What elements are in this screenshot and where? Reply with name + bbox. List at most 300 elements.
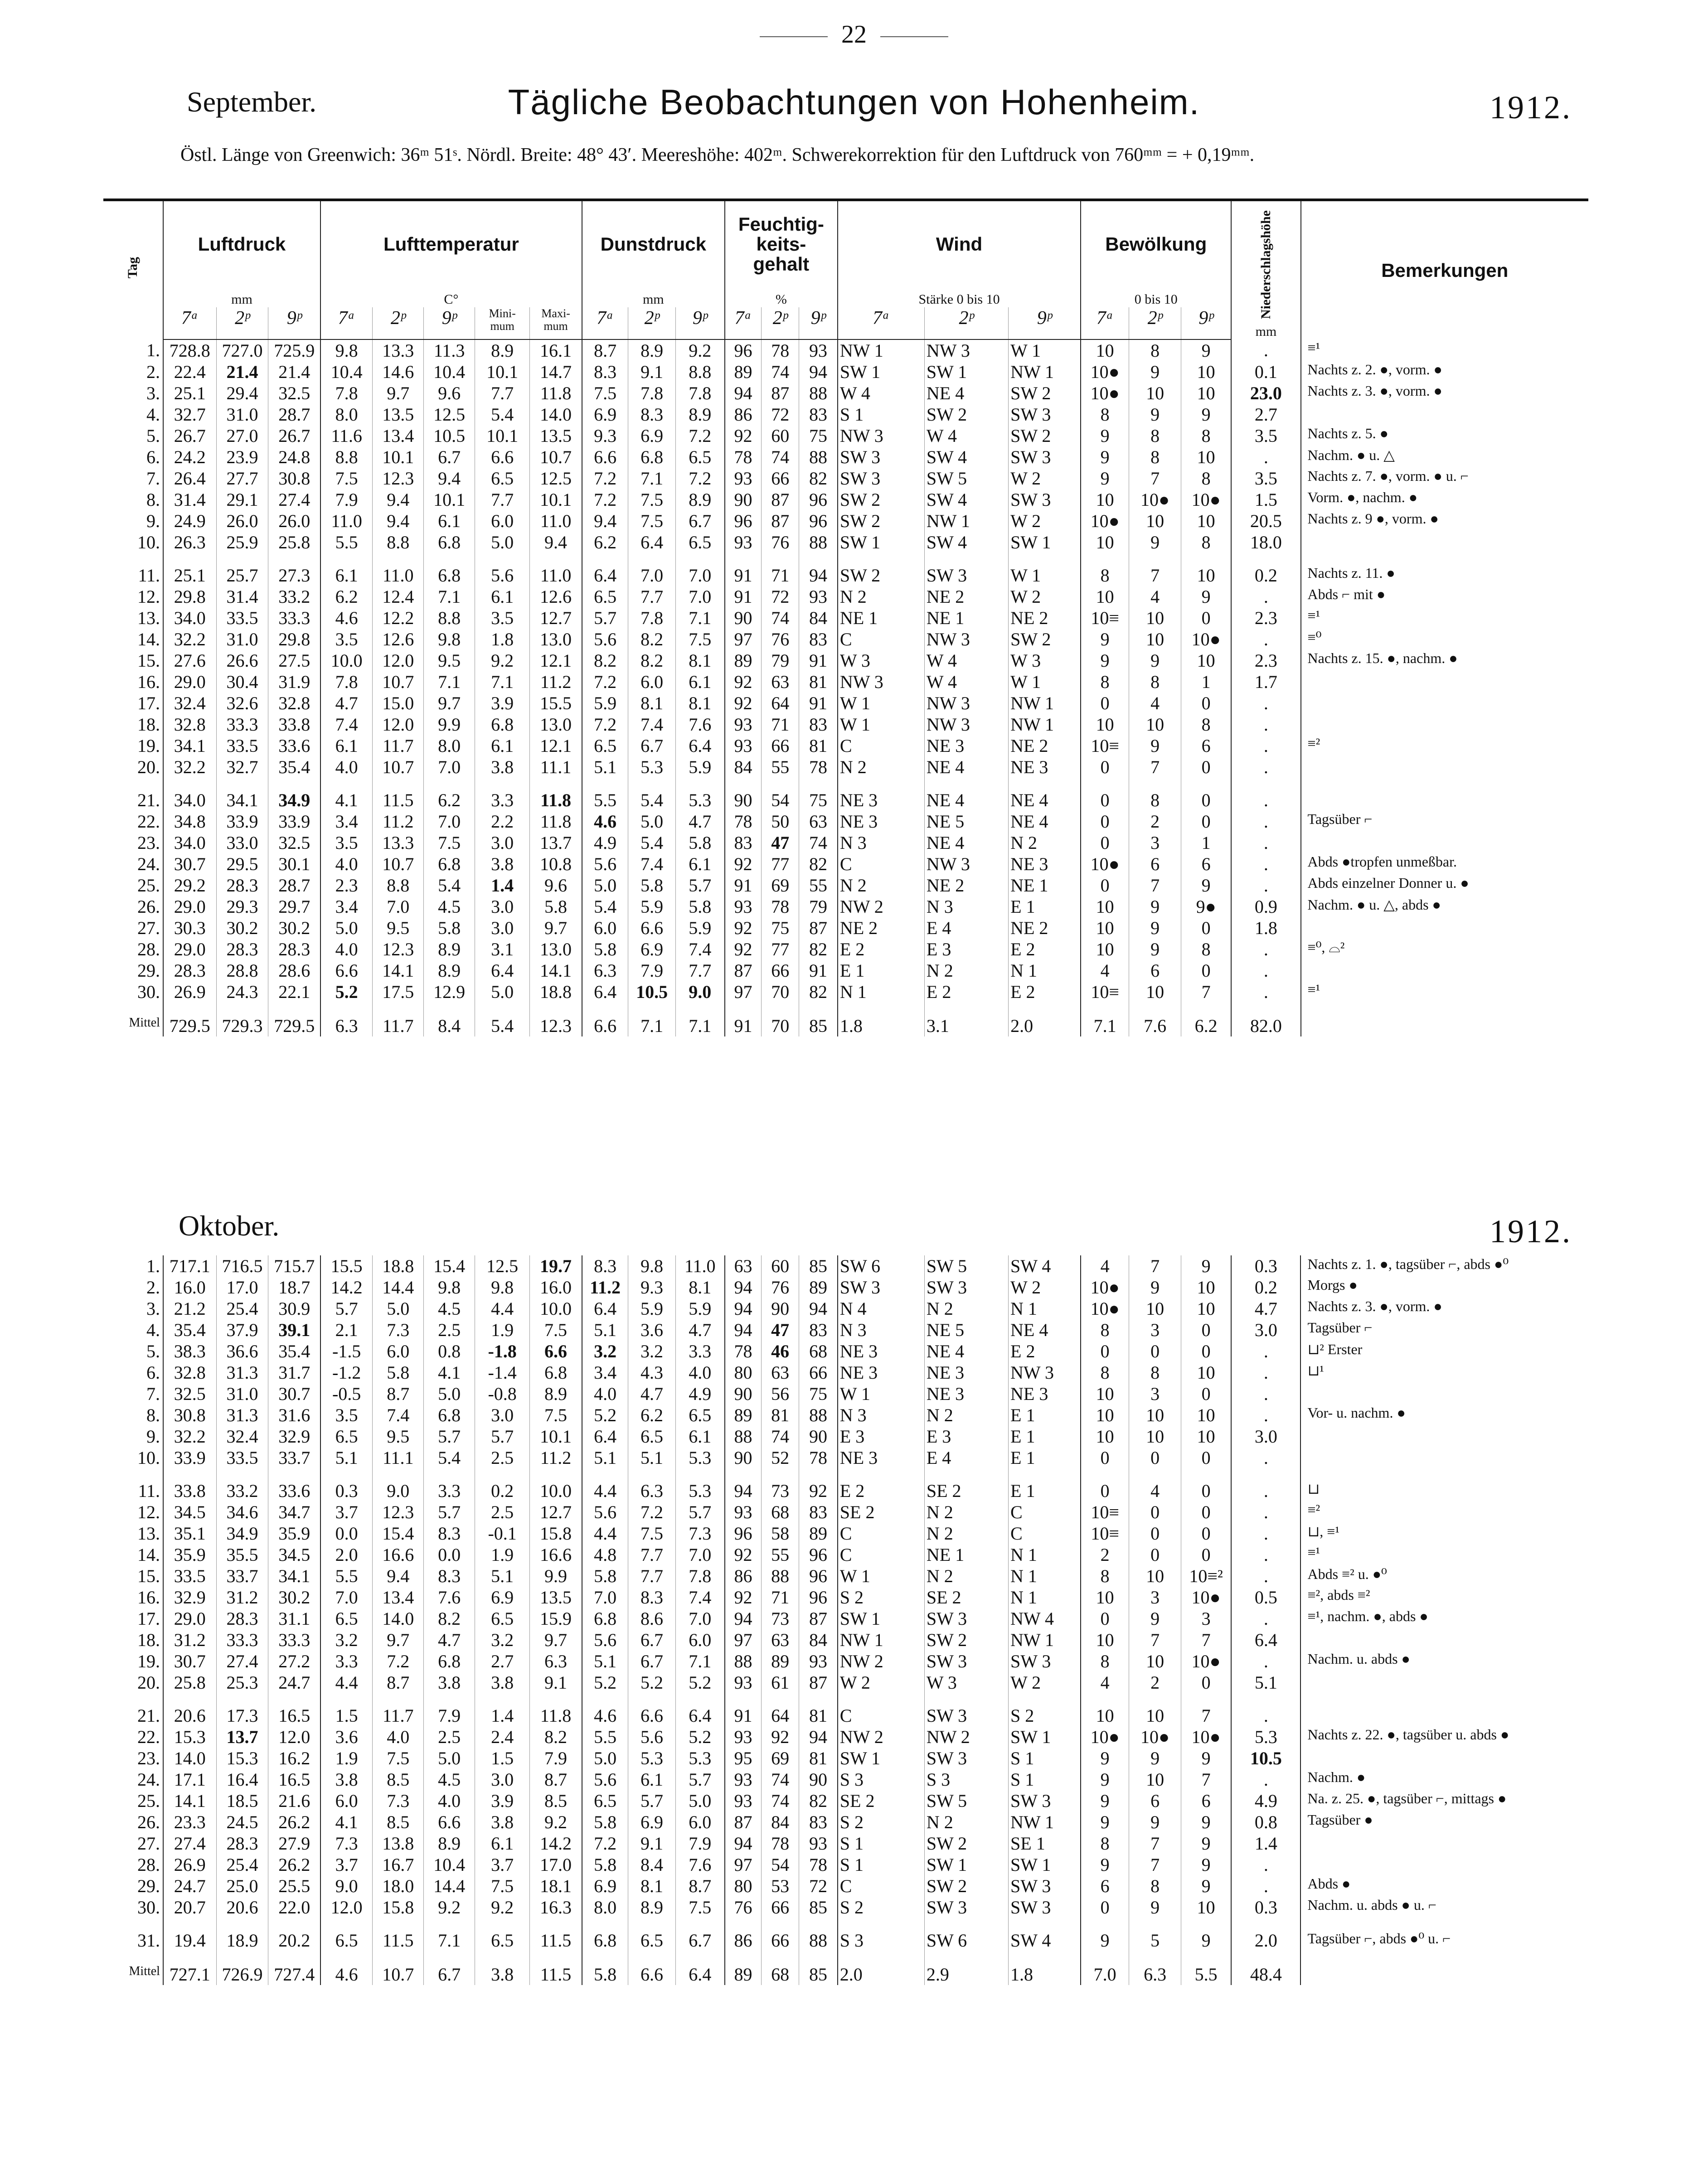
luftdruck-9p-cell: 24.7 <box>268 1672 320 1693</box>
feucht-7a-cell: 95 <box>725 1748 762 1769</box>
temp-9p-cell: 6.2 <box>424 778 475 811</box>
temp-2p-cell: 15.0 <box>373 692 424 714</box>
luftdruck-9p-cell: 29.8 <box>268 629 320 650</box>
luftdruck-9p-cell: 20.2 <box>268 1918 320 1951</box>
bew-9p-cell: 6 <box>1181 735 1232 756</box>
feucht-7a-cell: 89 <box>725 1404 762 1426</box>
bemerkung-cell: ≡² <box>1307 735 1320 751</box>
feucht-2p-cell: 56 <box>762 1383 799 1404</box>
bew-7a-cell: 8 <box>1081 671 1129 692</box>
wind-2p-cell: N 2 <box>924 1298 1008 1319</box>
luftdruck-9p-cell: 34.7 <box>268 1501 320 1523</box>
wind-2p-cell: NE 1 <box>924 1544 1008 1565</box>
bemerkung-cell: Abds ●tropfen unmeßbar. <box>1307 853 1457 870</box>
bew-9p-cell: 0 <box>1181 1341 1232 1362</box>
feucht-9p-cell: 93 <box>799 1833 838 1854</box>
bew-7a-cell: 10 <box>1081 896 1129 917</box>
wind-9p-cell: N 1 <box>1009 1298 1081 1319</box>
dunst-9p-cell: 8.1 <box>675 650 725 671</box>
bemerkung-cell: Vorm. ●, nachm. ● <box>1307 489 1418 505</box>
dunst-9p-cell: 5.3 <box>675 1468 725 1501</box>
niederschlag-cell: 18.0 <box>1231 532 1300 553</box>
temp-2p-cell: 11.5 <box>373 1918 424 1951</box>
temp-2p-cell: 13.4 <box>373 425 424 446</box>
feucht-9p-cell: 68 <box>799 1341 838 1362</box>
day-cell: 17. <box>103 692 163 714</box>
luftdruck-7a-cell: 16.0 <box>163 1277 216 1298</box>
bemerkung-cell <box>1301 832 1588 853</box>
dunst-9p-cell: 7.9 <box>675 1833 725 1854</box>
luftdruck-2p-cell: 31.0 <box>216 404 268 425</box>
day-cell: 27. <box>103 917 163 939</box>
table-row <box>103 1523 1588 1544</box>
dunst-7a-cell: 4.6 <box>582 1693 628 1726</box>
feucht-7a-cell: 97 <box>725 1854 762 1875</box>
bew-9p-cell: 9 <box>1181 1255 1232 1277</box>
dunst-2p-cell: 7.5 <box>628 489 675 510</box>
bew-9p-cell: 9 <box>1181 1875 1232 1897</box>
temp-9p-cell: 15.4 <box>424 1255 475 1277</box>
luftdruck-7a-cell: 33.8 <box>163 1468 216 1501</box>
dunst-7a-cell: 6.2 <box>582 532 628 553</box>
wind-9p-cell: NE 3 <box>1009 853 1081 875</box>
luftdruck-7a-cell: 32.8 <box>163 1362 216 1383</box>
niederschlag-cell: 5.1 <box>1231 1672 1300 1693</box>
feucht-7a-cell: 94 <box>725 1608 762 1629</box>
wind-2p-cell: NE 4 <box>924 832 1008 853</box>
day-cell: 18. <box>103 714 163 735</box>
day-cell: 30. <box>103 981 163 1002</box>
luftdruck-7a-cell: 26.9 <box>163 981 216 1002</box>
time-9p: 9ᵖ <box>268 307 320 339</box>
dunst-7a-cell: 6.6 <box>582 446 628 468</box>
temp-7a-cell: 7.8 <box>320 671 373 692</box>
temp-2p-cell: 18.0 <box>373 1875 424 1897</box>
temp-7a-cell: -1.2 <box>320 1362 373 1383</box>
bew-2p-cell: 10 <box>1129 629 1181 650</box>
dunst-2p-cell: 6.9 <box>628 939 675 960</box>
feucht-2p-mean: 70 <box>762 1002 799 1036</box>
bemerkung-cell <box>1301 778 1588 811</box>
feucht-2p-cell: 73 <box>762 1608 799 1629</box>
feucht-2p-cell: 66 <box>762 735 799 756</box>
table-row <box>103 1277 1588 1298</box>
table-row <box>103 1468 1588 1501</box>
wind-7a-cell: SW 2 <box>838 510 925 532</box>
dunst-2p-cell: 3.2 <box>628 1341 675 1362</box>
temp-2p-cell: 5.0 <box>373 1298 424 1319</box>
wind-9p-cell: W 2 <box>1009 1277 1081 1298</box>
wind-9p-cell: NW 1 <box>1009 714 1081 735</box>
wind-9p-cell: E 2 <box>1009 1341 1081 1362</box>
temp-min-cell: 3.3 <box>475 778 530 811</box>
luftdruck-9p-mean: 727.4 <box>268 1951 320 1985</box>
feucht-7a-cell: 96 <box>725 510 762 532</box>
dunst-7a-cell: 5.1 <box>582 1447 628 1468</box>
feucht-9p-cell: 74 <box>799 832 838 853</box>
wind-7a-cell: SE 2 <box>838 1790 925 1811</box>
table-row <box>103 1726 1588 1748</box>
temp-2p-cell: 13.3 <box>373 339 424 361</box>
bew-7a-cell: 9 <box>1081 1748 1129 1769</box>
wind-7a-cell: SW 3 <box>838 468 925 489</box>
feucht-2p-cell: 71 <box>762 1587 799 1608</box>
temp-9p-cell: 9.2 <box>424 1897 475 1918</box>
bemerkung-cell <box>1301 756 1588 778</box>
table-row <box>103 607 1588 629</box>
luftdruck-7a-cell: 32.5 <box>163 1383 216 1404</box>
temp-9p-cell: 11.3 <box>424 339 475 361</box>
feucht-9p-cell: 93 <box>799 339 838 361</box>
wind-7a-mean: 2.0 <box>838 1951 925 1985</box>
temp-max-cell: 6.3 <box>530 1651 582 1672</box>
bemerkung-cell: Tagsüber ⌐ <box>1307 1319 1373 1336</box>
bew-7a-cell: 2 <box>1081 1544 1129 1565</box>
luftdruck-9p-cell: 30.2 <box>268 917 320 939</box>
wind-2p-cell: NW 3 <box>924 629 1008 650</box>
bew-9p-cell: 0 <box>1181 607 1232 629</box>
bemerkung-cell <box>1300 1833 1588 1854</box>
table-row <box>103 468 1588 489</box>
feucht-2p-cell: 81 <box>762 1404 799 1426</box>
feucht-2p-cell: 76 <box>762 532 799 553</box>
bew-7a-cell: 10 <box>1081 586 1129 607</box>
temp-max-cell: 11.8 <box>530 1693 582 1726</box>
wind-7a-cell: NW 1 <box>838 339 925 361</box>
feucht-7a-cell: 93 <box>725 468 762 489</box>
temp-7a-cell: 3.8 <box>320 1769 373 1790</box>
feucht-9p-cell: 84 <box>799 1629 838 1651</box>
bemerkung-cell: ≡², abds ≡² <box>1307 1587 1370 1603</box>
luftdruck-9p-cell: 715.7 <box>268 1255 320 1277</box>
feucht-2p-cell: 79 <box>762 650 799 671</box>
temp-7a-cell: 4.0 <box>320 939 373 960</box>
luftdruck-9p-cell: 30.7 <box>268 1383 320 1404</box>
wind-7a-cell: SW 1 <box>838 532 925 553</box>
temp-7a-cell: 7.8 <box>320 383 373 404</box>
temp-9p-cell: 3.8 <box>424 1672 475 1693</box>
temp-2p-cell: 7.4 <box>373 1404 424 1426</box>
luftdruck-7a-cell: 32.7 <box>163 404 216 425</box>
luftdruck-2p-cell: 31.4 <box>216 586 268 607</box>
dunst-9p-cell: 3.3 <box>675 1341 725 1362</box>
bew-9p-cell: 9 <box>1181 1811 1232 1833</box>
dunst-7a-cell: 6.9 <box>582 1875 628 1897</box>
temp-2p-cell: 5.8 <box>373 1362 424 1383</box>
temp-max-cell: 7.5 <box>530 1319 582 1341</box>
luftdruck-2p-cell: 23.9 <box>216 446 268 468</box>
feucht-9p-cell: 96 <box>799 510 838 532</box>
bemerkung-cell: Nachts z. 9 ●, vorm. ● <box>1307 510 1439 527</box>
dunst-9p-cell: 4.7 <box>675 811 725 832</box>
bew-7a-cell: 9 <box>1081 425 1129 446</box>
temp-2p-mean: 10.7 <box>373 1951 424 1985</box>
dunst-7a-mean: 5.8 <box>582 1951 628 1985</box>
feucht-7a-cell: 93 <box>725 1672 762 1693</box>
day-cell: 7. <box>103 468 163 489</box>
luftdruck-9p-cell: 39.1 <box>268 1319 320 1341</box>
bew-9p-cell: 6 <box>1181 853 1232 875</box>
day-cell: 22. <box>103 811 163 832</box>
temp-2p-cell: 11.2 <box>373 811 424 832</box>
bew-2p-cell: 0 <box>1129 1523 1181 1544</box>
temp-2p-cell: 7.3 <box>373 1790 424 1811</box>
bew-2p-cell: 10 <box>1129 1565 1181 1587</box>
dunst-2p-cell: 7.9 <box>628 960 675 981</box>
wind-7a-cell: NW 3 <box>838 425 925 446</box>
wind-unit: Stärke 0 bis 10 <box>838 287 1081 307</box>
bew-7a-cell: 10≡ <box>1081 981 1129 1002</box>
wind-7a-cell: C <box>838 629 925 650</box>
luftdruck-9p-cell: 26.0 <box>268 510 320 532</box>
bemerkung-cell: Nachts z. 11. ● <box>1307 565 1395 581</box>
dunst-9p-cell: 6.5 <box>675 446 725 468</box>
bew-9p-cell: 8 <box>1181 939 1232 960</box>
feucht-7a-cell: 87 <box>725 1811 762 1833</box>
feucht-7a-cell: 96 <box>725 339 762 361</box>
luftdruck-2p-cell: 32.7 <box>216 756 268 778</box>
dunst-9p-cell: 7.8 <box>675 383 725 404</box>
temp-7a-cell: 3.7 <box>320 1501 373 1523</box>
temp-max-cell: 9.7 <box>530 917 582 939</box>
dunst-7a-cell: 6.4 <box>582 1426 628 1447</box>
temp-7a-cell: -1.5 <box>320 1341 373 1362</box>
dunst-9p-cell: 5.3 <box>675 778 725 811</box>
temp-max-cell: 11.0 <box>530 510 582 532</box>
dunst-7a-cell: 5.8 <box>582 1565 628 1587</box>
luftdruck-2p-cell: 17.0 <box>216 1277 268 1298</box>
bew-2p-cell: 0 <box>1129 1341 1181 1362</box>
temp-7a-cell: 5.5 <box>320 1565 373 1587</box>
niederschlag-cell: 0.3 <box>1231 1255 1300 1277</box>
luftdruck-9p-cell: 29.7 <box>268 896 320 917</box>
dunst-9p-cell: 7.4 <box>675 939 725 960</box>
feucht-9p-cell: 96 <box>799 1544 838 1565</box>
temp-7a-cell: 10.4 <box>320 361 373 383</box>
day-cell: 11. <box>103 1468 163 1501</box>
temp-7a-cell: 3.4 <box>320 896 373 917</box>
temp-max-cell: 9.7 <box>530 1629 582 1651</box>
temp-min-cell: 6.5 <box>475 1918 529 1951</box>
bew-7a-cell: 8 <box>1081 404 1129 425</box>
day-cell: 16. <box>103 671 163 692</box>
dunst-7a-cell: 6.4 <box>582 981 628 1002</box>
temp-7a-cell: 3.6 <box>320 1726 373 1748</box>
wind-7a-cell: SW 2 <box>838 553 925 586</box>
feucht-2p-cell: 46 <box>762 1341 799 1362</box>
dunst-2p-cell: 9.3 <box>628 1277 675 1298</box>
dunst-2p-cell: 5.9 <box>628 896 675 917</box>
niederschlag-cell: . <box>1231 629 1300 650</box>
bew-7a-cell: 10● <box>1081 510 1129 532</box>
temp-9p-cell: 6.6 <box>424 1811 475 1833</box>
dunst-7a-cell: 5.6 <box>582 1629 628 1651</box>
day-cell: 21. <box>103 1693 163 1726</box>
luftdruck-7a-cell: 30.7 <box>163 853 216 875</box>
bew-2p-cell: 6 <box>1129 1790 1181 1811</box>
temp-max-cell: 11.2 <box>530 1447 582 1468</box>
bemerkungen-header: Bemerkungen <box>1301 200 1588 339</box>
bew-2p-cell: 9 <box>1129 896 1181 917</box>
bew-2p-cell: 10 <box>1129 1769 1181 1790</box>
bemerkung-cell: ≡¹ <box>1307 1544 1320 1560</box>
bew-9p-cell: 0 <box>1181 917 1232 939</box>
bemerkung-cell <box>1301 532 1588 553</box>
dunst-9p-cell: 6.4 <box>675 1693 725 1726</box>
bew-9p-cell: 10● <box>1181 489 1232 510</box>
day-cell: 18. <box>103 1629 163 1651</box>
wind-7a-cell: N 4 <box>838 1298 925 1319</box>
table-row <box>103 629 1588 650</box>
table-row <box>103 1897 1588 1918</box>
luftdruck-2p-cell: 33.5 <box>216 1447 268 1468</box>
tag-header-text: Tag <box>125 257 141 279</box>
temp-7a-cell: 6.6 <box>320 960 373 981</box>
temp-9p-cell: 7.0 <box>424 756 475 778</box>
wind-9p-cell: NE 2 <box>1009 917 1081 939</box>
temp-min-cell: 5.0 <box>475 532 530 553</box>
dunst-2p-cell: 6.5 <box>628 1426 675 1447</box>
temp-7a-cell: 2.1 <box>320 1319 373 1341</box>
dunst-9p-cell: 7.6 <box>675 714 725 735</box>
wind-9p-mean: 1.8 <box>1009 1951 1081 1985</box>
dunst-2p-mean: 6.6 <box>628 1951 675 1985</box>
feucht-2p-cell: 74 <box>762 361 799 383</box>
wind-2p-cell: NW 3 <box>924 714 1008 735</box>
wind-9p-cell: E 1 <box>1009 1426 1081 1447</box>
feucht-7a-cell: 91 <box>725 586 762 607</box>
luftdruck-2p-cell: 33.3 <box>216 1629 268 1651</box>
bew-2p-cell: 9 <box>1129 361 1181 383</box>
day-cell: 4. <box>103 1319 163 1341</box>
feucht-2p-cell: 74 <box>762 1769 799 1790</box>
temp-7a-cell: 6.5 <box>320 1426 373 1447</box>
temp-max-cell: 14.0 <box>530 404 582 425</box>
luftdruck-7a-cell: 35.4 <box>163 1319 216 1341</box>
september-year: 1912. <box>1490 89 1572 126</box>
bew-2p-cell: 9 <box>1129 917 1181 939</box>
bemerkung-cell <box>1301 917 1588 939</box>
time-2p: 2ᵖ <box>628 307 675 339</box>
temp-9p-cell: 6.1 <box>424 510 475 532</box>
bemerkung-cell: Abds ● <box>1307 1875 1351 1892</box>
wind-9p-cell: W 3 <box>1009 650 1081 671</box>
dunst-9p-cell: 7.6 <box>675 1854 725 1875</box>
temp-max-cell: 14.7 <box>530 361 582 383</box>
bew-9p-cell: 1 <box>1181 832 1232 853</box>
temp-min-cell: -0.1 <box>475 1523 529 1544</box>
luftdruck-9p-cell: 28.6 <box>268 960 320 981</box>
bew-7a-cell: 8 <box>1081 1565 1129 1587</box>
bemerkung-cell: Nachm. u. abds ● <box>1307 1651 1410 1667</box>
feucht-9p-cell: 88 <box>799 446 838 468</box>
table-row <box>103 404 1588 425</box>
oktober-year: 1912. <box>1490 1213 1572 1249</box>
luftdruck-9p-cell: 725.9 <box>268 339 320 361</box>
bew-7a-cell: 8 <box>1081 1362 1129 1383</box>
wind-2p-cell: SW 3 <box>924 1693 1008 1726</box>
table-row <box>103 510 1588 532</box>
temp-min-cell: 3.0 <box>475 1769 529 1790</box>
temp-9p-cell: 5.8 <box>424 917 475 939</box>
temp-2p-cell: 11.1 <box>373 1447 424 1468</box>
luftdruck-9p-cell: 35.4 <box>268 756 320 778</box>
niederschlag-cell: . <box>1231 981 1300 1002</box>
dunst-2p-cell: 10.5 <box>628 981 675 1002</box>
wind-2p-cell: W 3 <box>924 1672 1008 1693</box>
feucht-9p-cell: 83 <box>799 629 838 650</box>
niederschlag-cell: . <box>1231 1875 1300 1897</box>
temp-min-cell: 2.4 <box>475 1726 529 1748</box>
temp-7a-cell: 2.0 <box>320 1544 373 1565</box>
bew-7a-cell: 4 <box>1081 1255 1129 1277</box>
wind-7a-cell: C <box>838 853 925 875</box>
wind-2p-cell: N 2 <box>924 1565 1008 1587</box>
day-cell: 2. <box>103 1277 163 1298</box>
temp-max-cell: 11.2 <box>530 671 582 692</box>
day-cell: 1. <box>103 1255 163 1277</box>
wind-7a-cell: C <box>838 1544 925 1565</box>
dunst-7a-cell: 6.5 <box>582 586 628 607</box>
temp-max-cell: 11.8 <box>530 383 582 404</box>
bew-2p-cell: 10 <box>1129 607 1181 629</box>
dunst-2p-cell: 4.7 <box>628 1383 675 1404</box>
luftdruck-7a-cell: 27.6 <box>163 650 216 671</box>
wind-2p-cell: NE 4 <box>924 383 1008 404</box>
bemerkung-cell: Nachts z. 3. ●, vorm. ● <box>1307 383 1442 399</box>
dunst-2p-cell: 6.6 <box>628 917 675 939</box>
dunst-9p-cell: 7.8 <box>675 1565 725 1587</box>
temp-2p-cell: 9.5 <box>373 1426 424 1447</box>
luftdruck-9p-cell: 21.4 <box>268 361 320 383</box>
wind-7a-cell: NE 3 <box>838 811 925 832</box>
niederschlag-cell: . <box>1231 339 1300 361</box>
luftdruck-2p-cell: 25.4 <box>216 1298 268 1319</box>
feucht-7a-mean: 89 <box>725 1951 762 1985</box>
bew-9p-cell: 0 <box>1181 1383 1232 1404</box>
luftdruck-9p-cell: 32.8 <box>268 692 320 714</box>
temp-9p-cell: 8.0 <box>424 735 475 756</box>
feucht-9p-cell: 83 <box>799 1319 838 1341</box>
day-cell: 25. <box>103 875 163 896</box>
dunst-9p-cell: 7.4 <box>675 1587 725 1608</box>
luftdruck-7a-cell: 25.8 <box>163 1672 216 1693</box>
temp-min-cell: 3.0 <box>475 917 530 939</box>
bew-9p-cell: 8 <box>1181 532 1232 553</box>
temp-7a-cell: 6.2 <box>320 586 373 607</box>
table-row <box>103 1362 1588 1383</box>
luftdruck-2p-cell: 28.8 <box>216 960 268 981</box>
wind-7a-cell: S 1 <box>838 1854 925 1875</box>
bew-2p-cell: 9 <box>1129 532 1181 553</box>
temp-2p-cell: 12.3 <box>373 468 424 489</box>
temp-9p-mean: 6.7 <box>424 1951 475 1985</box>
time-2p: 2ᵖ <box>924 307 1008 339</box>
wind-9p-cell: SW 3 <box>1009 1790 1081 1811</box>
niederschlag-cell: . <box>1231 1854 1300 1875</box>
luftdruck-7a-cell: 25.1 <box>163 553 216 586</box>
page-number-rule-right <box>880 36 948 37</box>
dunst-2p-cell: 7.4 <box>628 853 675 875</box>
temp-min-cell: 3.0 <box>475 832 530 853</box>
temp-min-cell: 6.0 <box>475 510 530 532</box>
time-9p: 9ᵖ <box>799 307 838 339</box>
temp-min-cell: 6.5 <box>475 1608 529 1629</box>
temp-min-cell: 1.9 <box>475 1544 529 1565</box>
feucht-2p-cell: 77 <box>762 939 799 960</box>
bew-7a-mean: 7.0 <box>1081 1951 1129 1985</box>
luftdruck-7a-cell: 33.9 <box>163 1447 216 1468</box>
